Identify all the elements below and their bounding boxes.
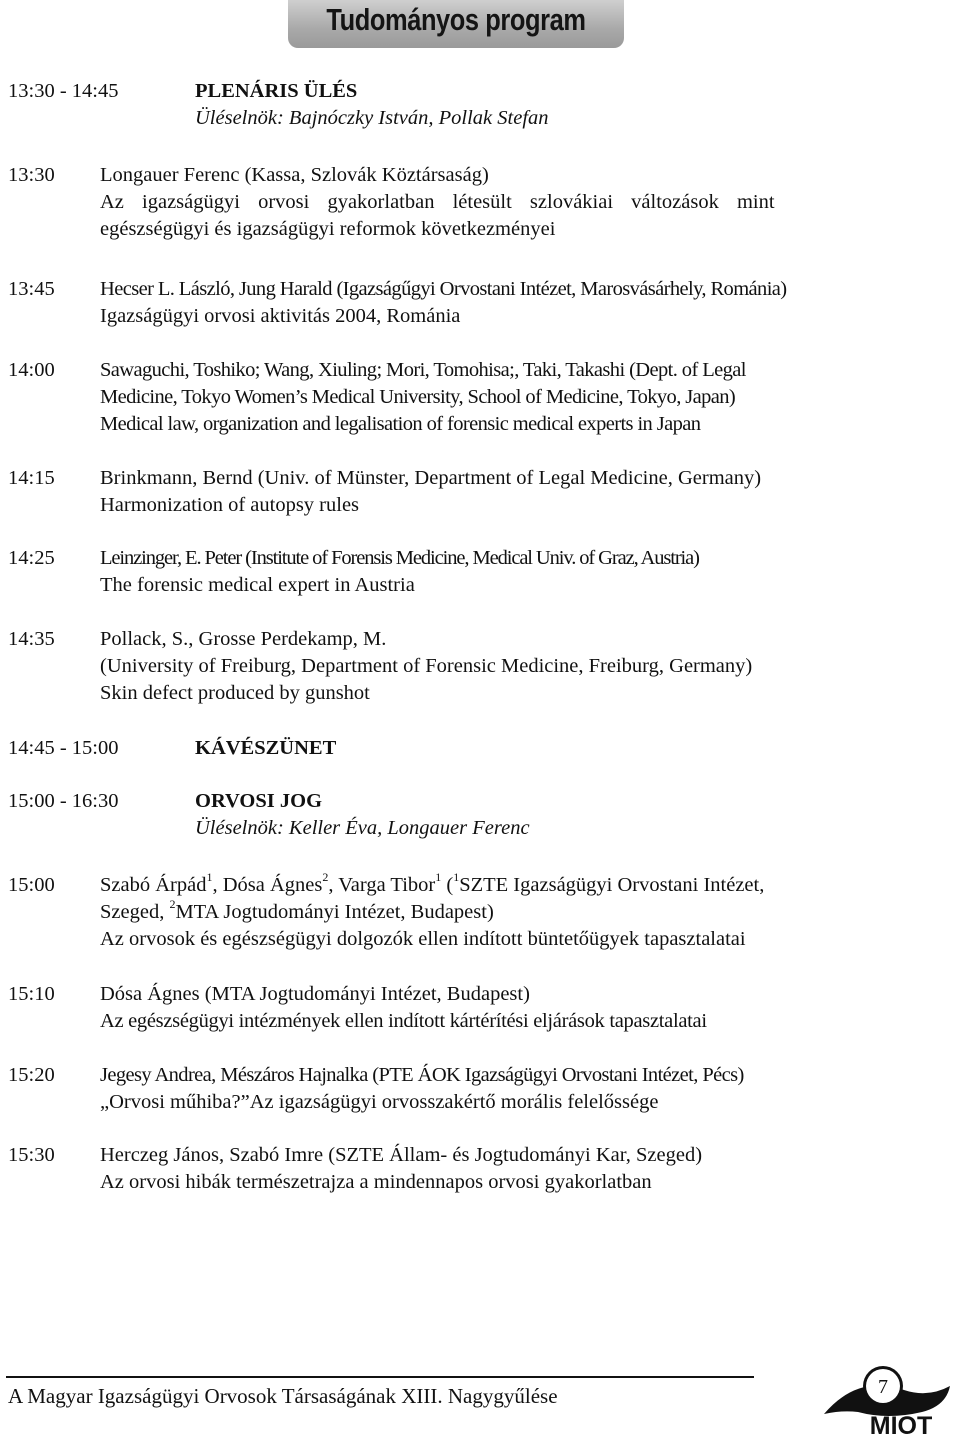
talk-affiliation: Szeged, $^2$MTA Jogtudományi Intézet, Budapest) bbox=[100, 897, 494, 923]
talk-authors: Jegesy Andrea, Mészáros Hajnalka (PTE ÁOK Igazságügyi Orvostani Intézet, Pécs) bbox=[100, 1064, 744, 1086]
talk-time: 14:15 bbox=[8, 467, 55, 489]
logo-text: MIOT bbox=[869, 1412, 933, 1437]
footer-conference-name: A Magyar Igazságügyi Orvosok Társaságának XIII. Nagygyűlése bbox=[8, 1384, 558, 1408]
page-number: 7 bbox=[878, 1376, 888, 1398]
talk-time: 15:10 bbox=[8, 983, 55, 1005]
header-title-banner bbox=[288, 0, 624, 48]
talk-title: Az orvosi hibák természetrajza a mindennapos orvosi gyakorlatban bbox=[100, 1171, 652, 1193]
talk-time: 15:00 bbox=[8, 874, 55, 896]
talk-authors: Herczeg János, Szabó Imre (SZTE Állam- és Jogtudományi Kar, Szeged) bbox=[100, 1144, 703, 1166]
talk-title: „Orvosi műhiba?”Az igazságügyi orvosszakértő morális felelőssége bbox=[100, 1091, 659, 1113]
talk-title: Az igazságügyi orvosi gyakorlatban létesült szlovákiai változások mint bbox=[100, 191, 775, 213]
talk-authors: Leinzinger, E. Peter (Institute of Forensis Medicine, Medical Univ. of Graz, Austria) bbox=[100, 547, 699, 569]
talk-time: 14:25 bbox=[8, 547, 55, 569]
miot-logo bbox=[818, 1356, 960, 1437]
talk-authors: Sawaguchi, Toshiko; Wang, Xiuling; Mori, Tomohisa;, Taki, Takashi (Dept. of Legal bbox=[100, 359, 746, 381]
session-chair: Üléselnök: Bajnóczky István, Pollak Stefan bbox=[195, 107, 549, 129]
session-time: 13:30 - 14:45 bbox=[8, 80, 119, 102]
talk-affiliation: (University of Freiburg, Department of Forensic Medicine, Freiburg, Germany) bbox=[100, 655, 753, 677]
talk-time: 14:35 bbox=[8, 628, 55, 650]
talk-time: 13:45 bbox=[8, 278, 55, 300]
talk-authors: Pollack, S., Grosse Perdekamp, M. bbox=[100, 628, 387, 650]
session-time: 15:00 - 16:30 bbox=[8, 790, 119, 812]
talk-title: Az orvosok és egészségügyi dolgozók ellen indított büntetőügyek tapasztalatai bbox=[100, 928, 746, 950]
talk-title: Skin defect produced by gunshot bbox=[100, 682, 370, 704]
session-title: ORVOSI JOG bbox=[195, 790, 323, 812]
session-time: 14:45 - 15:00 bbox=[8, 737, 119, 759]
talk-title-line bbox=[100, 189, 918, 216]
talk-title: Az egészségügyi intézmények ellen indított kártérítési eljárások tapasztalatai bbox=[100, 1010, 707, 1032]
talk-title: egészségügyi és igazságügyi reformok következményei bbox=[100, 218, 556, 240]
talk-time: 13:30 bbox=[8, 164, 55, 186]
session-title: KÁVÉSZÜNET bbox=[195, 737, 337, 759]
talk-title: Medical law, organization and legalisation of forensic medical experts in Japan bbox=[100, 413, 701, 435]
talk-authors: Dósa Ágnes (MTA Jogtudományi Intézet, Budapest) bbox=[100, 983, 530, 1005]
talk-time: 14:00 bbox=[8, 359, 55, 381]
session-chair: Üléselnök: Keller Éva, Longauer Ferenc bbox=[195, 817, 530, 839]
footer-divider bbox=[6, 1376, 754, 1378]
page-title: Tudományos program bbox=[326, 2, 586, 37]
talk-authors: Hecser L. László, Jung Harald (Igazságűgyi Orvostani Intézet, Marosvásárhely, Románia) bbox=[100, 278, 787, 300]
talk-title: Igazságügyi orvosi aktivitás 2004, Románia bbox=[100, 305, 461, 327]
talk-authors: Szabó Árpád$^1$, Dósa Ágnes$^2$, Varga Tibor$^1$ ($^1$SZTE Igazságügyi Orvostani Intézet, bbox=[100, 870, 765, 896]
talk-authors: Longauer Ferenc (Kassa, Szlovák Köztársaság) bbox=[100, 164, 489, 186]
talk-affiliation: Medicine, Tokyo Women’s Medical University, School of Medicine, Tokyo, Japan) bbox=[100, 386, 736, 408]
talk-time: 15:20 bbox=[8, 1064, 55, 1086]
session-title: PLENÁRIS ÜLÉS bbox=[195, 80, 358, 102]
talk-time: 15:30 bbox=[8, 1144, 55, 1166]
talk-title: Harmonization of autopsy rules bbox=[100, 494, 360, 516]
talk-authors: Brinkmann, Bernd (Univ. of Münster, Department of Legal Medicine, Germany) bbox=[100, 467, 762, 489]
talk-title: The forensic medical expert in Austria bbox=[100, 574, 415, 596]
